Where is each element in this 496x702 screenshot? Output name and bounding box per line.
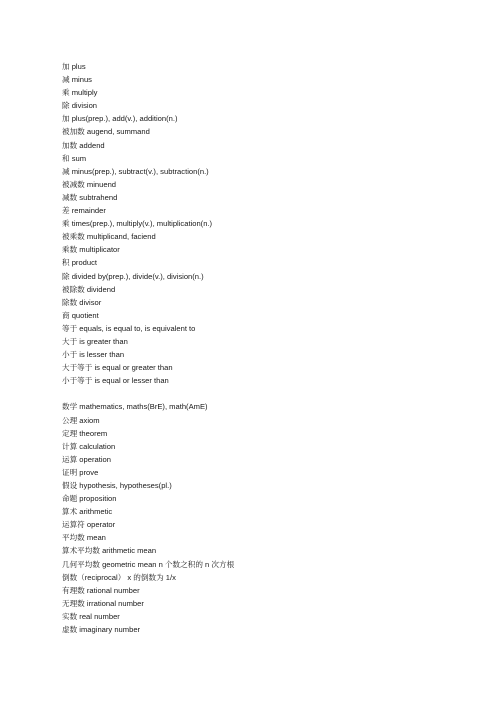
glossary-line: 有理数 rational number (62, 585, 140, 595)
glossary-line: 数学 mathematics, maths(BrE), math(AmE) (62, 402, 208, 412)
glossary-line: 证明 prove (62, 467, 99, 477)
glossary-line: 加 plus (62, 62, 86, 71)
glossary-line: 等于 equals, is equal to, is equivalent to (62, 323, 196, 333)
glossary-line: 计算 calculation (62, 441, 116, 451)
glossary-line: 商 quotient (62, 310, 99, 320)
glossary-line: 定理 theorem (62, 428, 108, 438)
glossary-line: 乘数 multiplicator (62, 245, 120, 255)
glossary-line: 被减数 minuend (62, 179, 117, 189)
glossary-line: 命题 proposition (62, 494, 117, 504)
glossary-line: 平均数 mean (62, 533, 106, 543)
glossary-line: 被除数 dividend (62, 284, 116, 294)
glossary-line: 除数 divisor (62, 297, 102, 307)
glossary-line: 无理数 irrational number (62, 598, 144, 608)
glossary-line: 算术平均数 arithmetic mean (62, 546, 157, 556)
glossary-line: 乘 multiply (62, 88, 98, 98)
glossary-line: 虚数 imaginary number (62, 625, 141, 635)
glossary-line: 大于 is greater than (62, 336, 128, 346)
glossary-line: 运算符 operator (62, 520, 116, 530)
glossary-list (62, 60, 442, 636)
glossary-line: 大于等于 is equal or greater than (62, 363, 173, 373)
glossary-line: 除 divided by(prep.), divide(v.), division(n.) (62, 271, 204, 281)
glossary-line: 小于 is lesser than (62, 350, 125, 360)
glossary-line: 加 plus(prep.), add(v.), addition(n.) (62, 114, 178, 124)
glossary-line: 假设 hypothesis, hypotheses(pl.) (62, 481, 172, 490)
glossary-line: 减数 subtrahend (62, 192, 118, 202)
glossary-line: 实数 real number (62, 611, 120, 621)
glossary-line: 减 minus(prep.), subtract(v.), subtraction(n.) (62, 166, 209, 176)
glossary-line: 小于等于 is equal or lesser than (62, 376, 169, 386)
glossary-line: 几何平均数 geometric mean n 个数之积的 n 次方根 (62, 559, 235, 569)
glossary-line: 除 division (62, 101, 98, 111)
glossary-line: 算术 arithmetic (62, 507, 113, 517)
glossary-line: 差 remainder (62, 206, 106, 216)
glossary-line: 公理 axiom (62, 415, 100, 425)
glossary-line: 倒数（reciprocal） x 的倒数为 1/x (62, 572, 176, 582)
blank-line (62, 387, 442, 400)
glossary-line: 被加数 augend, summand (62, 127, 150, 137)
glossary-line: 运算 operation (62, 454, 111, 464)
glossary-line: 被乘数 multiplicand, faciend (62, 232, 156, 242)
glossary-line: 和 sum (62, 153, 87, 163)
glossary-line: 加数 addend (62, 140, 105, 150)
glossary-line: 乘 times(prep.), multiply(v.), multiplication(n.) (62, 219, 213, 229)
glossary-line: 积 product (62, 258, 98, 268)
glossary-line: 减 minus (62, 75, 92, 85)
